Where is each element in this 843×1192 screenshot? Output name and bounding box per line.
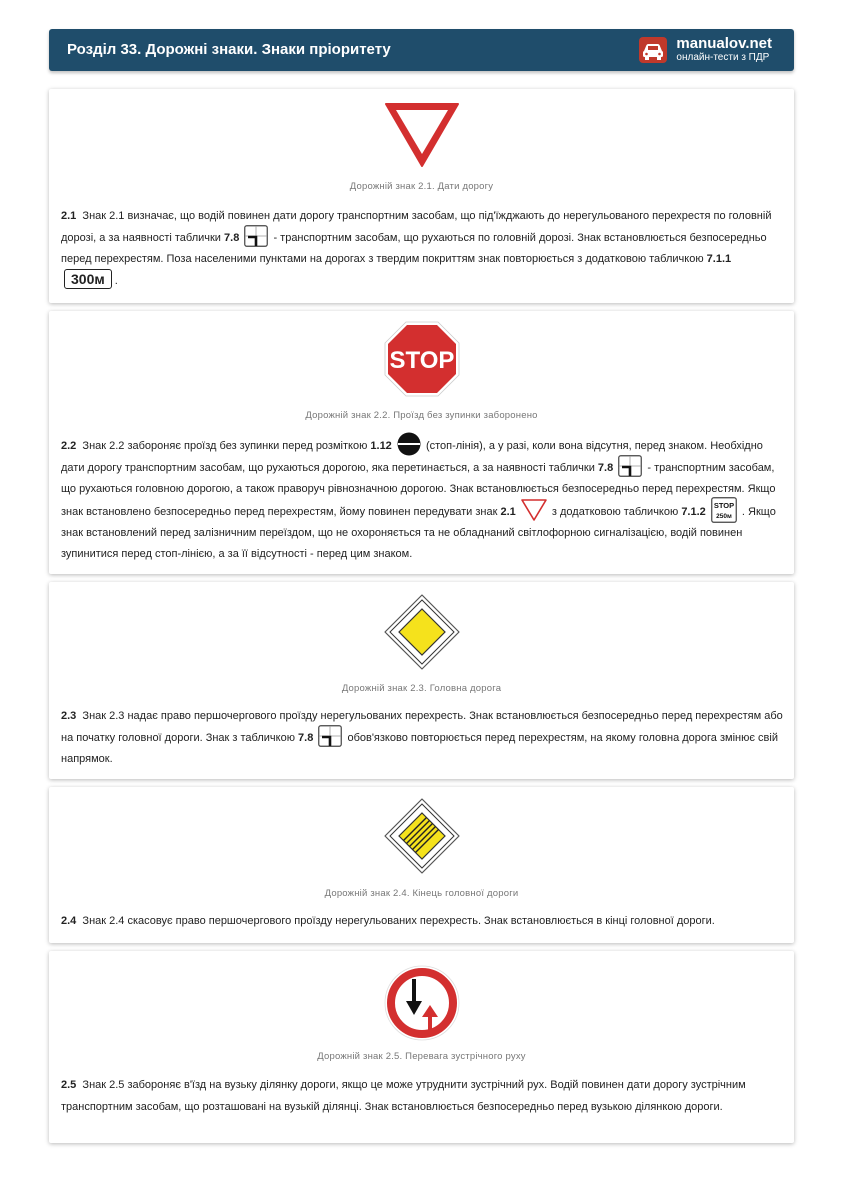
plate-top-text: STOP (713, 500, 734, 510)
page-header (49, 29, 794, 71)
end-of-main-road-sign-icon (384, 798, 460, 874)
sign-card-2-4 (49, 787, 794, 943)
description-text: Знак 2.5 забороняє в'їзд на вузьку ділянку дороги, якщо це може утруднити зустрічний рух. Водій повинен дати дорогу зустрічним транспортним засобам, що розташовані на вузькій ділянці. Знак встановлюється безпосередньо перед вузькою ділянкою дороги. (61, 1079, 746, 1113)
description-text: . Якщо знак встановлений перед залізничним переїздом, що не охороняється та не обладнаний світлофорною сигналізацією, водій повинен зупинитися перед стоп-лінією, а за її відсутності - перед цим знаком. (61, 505, 776, 561)
stop-sign-text: STOP (389, 347, 454, 374)
sign-number: 2.1 (61, 210, 77, 222)
description-text: . (114, 274, 118, 287)
main-road-direction-plate-icon (618, 455, 642, 477)
plate-bottom-text: 250м (716, 512, 732, 520)
sign-card-2-5 (49, 951, 794, 1143)
sign-ref: 2.1 (500, 505, 516, 518)
description-text: з додатковою табличкою (551, 505, 679, 518)
sign-caption: Дорожній знак 2.2. Проїзд без зупинки заборонено (305, 410, 538, 421)
plate-ref: 7.8 (298, 731, 314, 744)
description-text: Знак 2.3 надає право першочергового проїзду нерегульованих перехресть. Знак встановлюється безпосередньо перед перехрестям або на початку головної дороги. Знак з табличкою (61, 710, 783, 744)
sign-description (61, 206, 783, 292)
yield-sign-small-icon (521, 499, 547, 521)
sign-caption: Дорожній знак 2.4. Кінець головної дороги (324, 888, 519, 899)
sign-caption: Дорожній знак 2.1. Дати дорогу (349, 181, 494, 192)
sign-card-2-2 (49, 311, 794, 574)
main-road-direction-plate-icon (244, 225, 268, 247)
sign-caption: Дорожній знак 2.5. Перевага зустрічного руху (317, 1051, 526, 1062)
description-text: обов'язково повторюється перед перехрестям, на якому головна дорога змінює свій напрямок. (61, 731, 778, 765)
sign-number: 2.2 (61, 440, 77, 452)
description-text: (стоп-лінія), а у разі, коли вона відсутня, перед знаком. Необхідно дати дорогу транспортним засобам, що рухаються дорогою, яка перетинається, а за наявності таблички (61, 440, 763, 474)
oncoming-priority-sign-icon (384, 965, 460, 1041)
sign-description (61, 436, 783, 566)
yield-sign-icon (384, 102, 460, 168)
page-title: Розділ 33. Дорожні знаки. Знаки пріоритету (67, 41, 391, 58)
stop-distance-plate-icon (711, 497, 737, 523)
sign-number: 2.5 (61, 1079, 77, 1091)
sign-description (61, 706, 783, 771)
sign-number: 2.4 (61, 915, 77, 927)
brand[interactable] (676, 36, 772, 66)
description-text: Знак 2.1 визначає, що водій повинен дати дорогу транспортним засобам, що під'їжджають до нерегульованого перехрестя по головній дорозі, а за наявності таблички (61, 210, 772, 244)
description-text: Знак 2.2 забороняє проїзд без зупинки перед розміткою (82, 440, 368, 452)
sign-description (61, 1075, 783, 1118)
description-text: - транспортним засобам, що рухаються головною дорогою, а також праворуч рівнозначною дорогою. Знак встановлюється безпосередньо перед перехрестям. Якщо знак встановлено безпосередньо перед перехрестям, йому повинен передувати знак (61, 461, 776, 518)
stop-line-marking-icon (397, 432, 421, 456)
plate-ref: 7.8 (224, 231, 240, 244)
brand-name: manualov.net (676, 35, 772, 52)
main-road-direction-plate-icon (318, 725, 342, 747)
car-icon (638, 36, 668, 64)
main-road-sign-icon (384, 594, 460, 670)
distance-plate: 300м (64, 269, 112, 289)
plate-ref: 7.1.2 (681, 505, 706, 518)
description-text: - транспортним засобам, що рухаються по головній дорозі. Знак встановлюється безпосередньо перед перехрестям. Поза населеними пунктами на дорогах з твердим покриттям знак повторюється з додатковою табличкою (61, 231, 767, 265)
marking-ref: 1.12 (370, 440, 392, 452)
sign-card-2-1 (49, 89, 794, 303)
sign-card-2-3 (49, 582, 794, 779)
sign-caption: Дорожній знак 2.3. Головна дорога (341, 683, 502, 694)
stop-sign-icon (384, 321, 460, 397)
plate-ref: 7.1.1 (706, 253, 732, 265)
description-text: Знак 2.4 скасовує право першочергового проїзду нерегульованих перехресть. Знак встановлюється в кінці головної дороги. (82, 915, 715, 927)
sign-number: 2.3 (61, 710, 77, 722)
plate-ref: 7.8 (597, 461, 614, 474)
sign-description (61, 911, 783, 933)
brand-tagline: онлайн-тести з ПДР (676, 52, 770, 63)
